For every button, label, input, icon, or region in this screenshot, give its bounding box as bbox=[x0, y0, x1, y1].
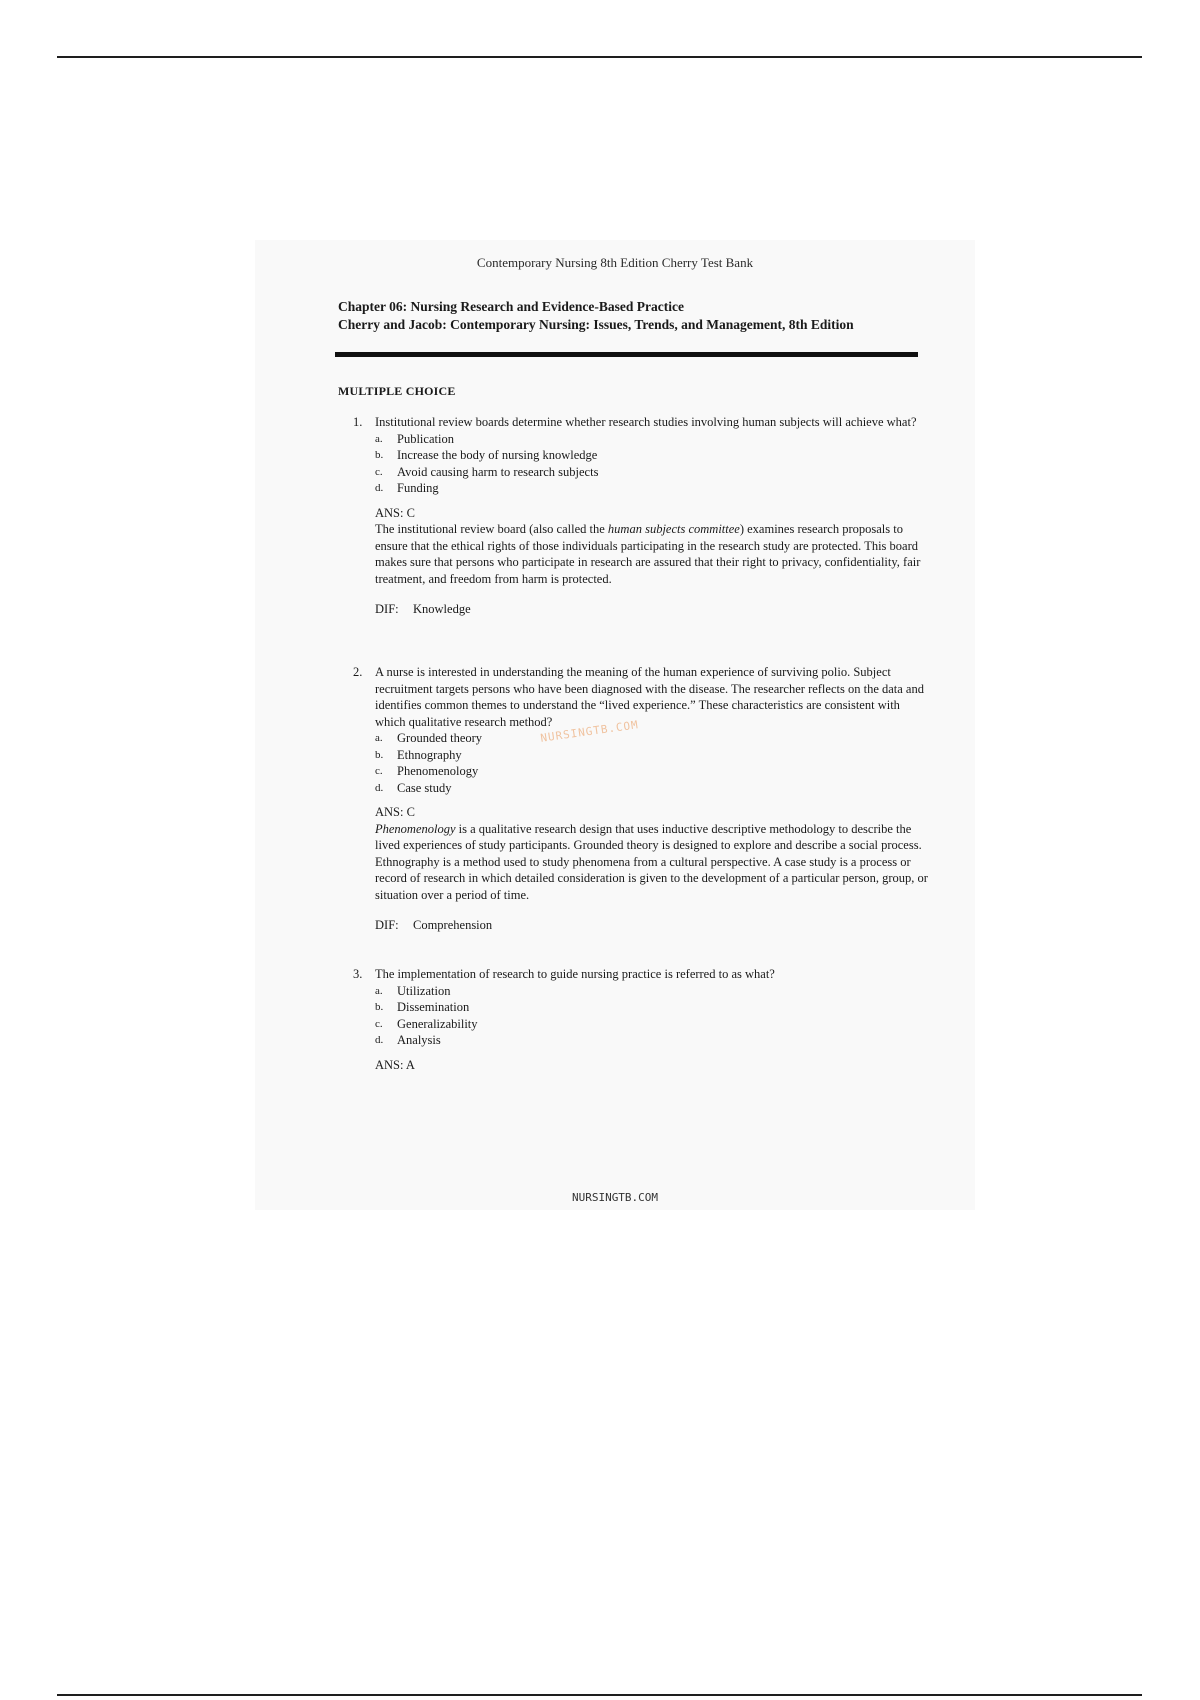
option-letter: d. bbox=[375, 1034, 384, 1046]
option-text: Dissemination bbox=[397, 1000, 470, 1014]
rationale-text: is a qualitative research design that uses inductive descriptive methodology to describe the lived experiences of study participants. Grounded theory is designed to explore and describe a social process. Ethnography is a method used to study phenomena from a cultural perspective. A case study is a process or record of research in which detailed consideration is given to the development of a particular person, group, or situation over a period of time. bbox=[375, 821, 928, 902]
rationale-text: The institutional review board (also called the bbox=[375, 522, 608, 536]
option-letter: c. bbox=[375, 1017, 383, 1030]
option-b bbox=[375, 447, 928, 464]
chapter-title bbox=[338, 298, 938, 334]
option-c bbox=[375, 464, 928, 481]
option-letter: c. bbox=[375, 465, 383, 478]
option-text: Utilization bbox=[397, 983, 451, 998]
difficulty-label: DIF: bbox=[375, 602, 399, 616]
question-text: A nurse is interested in understanding the meaning of the human experience of surviving polio. Subject recruitment targets persons who have been diagnosed with the disease. The researcher reflects on the data and identifies common themes to understand the “lived experience.” These characteristics are consistent with which qualitative research method? bbox=[375, 665, 924, 729]
option-letter: d. bbox=[375, 781, 384, 794]
option-text: Publication bbox=[397, 431, 454, 446]
question-stem bbox=[353, 966, 928, 983]
rationale bbox=[353, 821, 928, 904]
chapter-line-1: Chapter 06: Nursing Research and Evidence-Based Practice bbox=[338, 299, 684, 314]
option-d bbox=[375, 1032, 928, 1049]
question-2 bbox=[353, 664, 928, 934]
option-list bbox=[353, 730, 928, 796]
difficulty-label: DIF: bbox=[375, 918, 399, 932]
rationale-text: ) examines research proposals to ensure that the ethical rights of those individuals participating in the research study are protected. This board makes sure that persons who participate in research are assured that their right to privacy, confidentiality, fair treatment, and freedom from harm is protected. bbox=[375, 522, 921, 586]
question-stem bbox=[353, 664, 928, 730]
section-heading: MULTIPLE CHOICE bbox=[338, 384, 456, 398]
option-text: Funding bbox=[397, 481, 439, 495]
question-stem bbox=[353, 414, 928, 431]
option-letter: c. bbox=[375, 765, 383, 777]
question-number: 3. bbox=[353, 967, 363, 981]
difficulty bbox=[353, 601, 928, 618]
option-a bbox=[375, 730, 928, 747]
option-b bbox=[375, 747, 928, 764]
rationale bbox=[353, 521, 928, 587]
chapter-rule bbox=[335, 352, 918, 357]
option-list bbox=[353, 431, 928, 497]
answer-key: ANS: C bbox=[375, 505, 415, 520]
chapter-line-2: Cherry and Jacob: Contemporary Nursing: Issues, Trends, and Management, 8th Edition bbox=[338, 317, 854, 332]
option-c bbox=[375, 1016, 928, 1033]
option-letter: a. bbox=[375, 432, 383, 445]
page-footer: NURSINGTB.COM bbox=[571, 1191, 659, 1204]
option-a bbox=[375, 983, 928, 1000]
option-b bbox=[375, 999, 928, 1016]
question-number: 2. bbox=[353, 665, 363, 679]
question-3 bbox=[353, 966, 928, 1073]
option-letter: a. bbox=[375, 732, 383, 744]
question-text: Institutional review boards determine whether research studies involving human subjects will achieve what? bbox=[375, 415, 917, 429]
document-page bbox=[255, 240, 975, 1210]
option-text: Avoid causing harm to research subjects bbox=[397, 464, 599, 479]
option-letter: d. bbox=[375, 482, 384, 494]
option-text: Case study bbox=[397, 780, 452, 795]
option-text: Increase the body of nursing knowledge bbox=[397, 448, 598, 462]
question-text: The implementation of research to guide nursing practice is referred to as what? bbox=[375, 967, 775, 981]
option-c bbox=[375, 763, 928, 780]
difficulty-value: Knowledge bbox=[413, 602, 471, 616]
option-text: Grounded theory bbox=[397, 731, 483, 745]
bottom-rule bbox=[57, 1694, 1142, 1696]
option-letter: b. bbox=[375, 1001, 384, 1013]
option-text: Generalizability bbox=[397, 1016, 478, 1031]
rationale-emphasis: human subjects committee bbox=[607, 522, 740, 536]
option-text: Analysis bbox=[397, 1033, 441, 1047]
difficulty bbox=[353, 917, 928, 934]
page-header: Contemporary Nursing 8th Edition Cherry Test Bank bbox=[476, 255, 754, 270]
top-rule bbox=[57, 56, 1142, 58]
option-a bbox=[375, 431, 928, 448]
question-number: 1. bbox=[353, 415, 363, 429]
rationale-emphasis: Phenomenology bbox=[375, 821, 456, 836]
option-text: Ethnography bbox=[397, 747, 462, 762]
option-list bbox=[353, 983, 928, 1049]
option-letter: a. bbox=[375, 984, 383, 997]
watermark: NURSINGTB.COM bbox=[539, 718, 640, 745]
option-d bbox=[375, 480, 928, 497]
question-1 bbox=[353, 414, 928, 618]
option-d bbox=[375, 780, 928, 797]
option-letter: b. bbox=[375, 748, 384, 761]
difficulty-value: Comprehension bbox=[413, 918, 493, 932]
option-text: Phenomenology bbox=[397, 764, 479, 778]
answer-key: ANS: A bbox=[375, 1057, 415, 1072]
option-letter: b. bbox=[375, 449, 384, 461]
answer-key: ANS: C bbox=[375, 805, 415, 819]
